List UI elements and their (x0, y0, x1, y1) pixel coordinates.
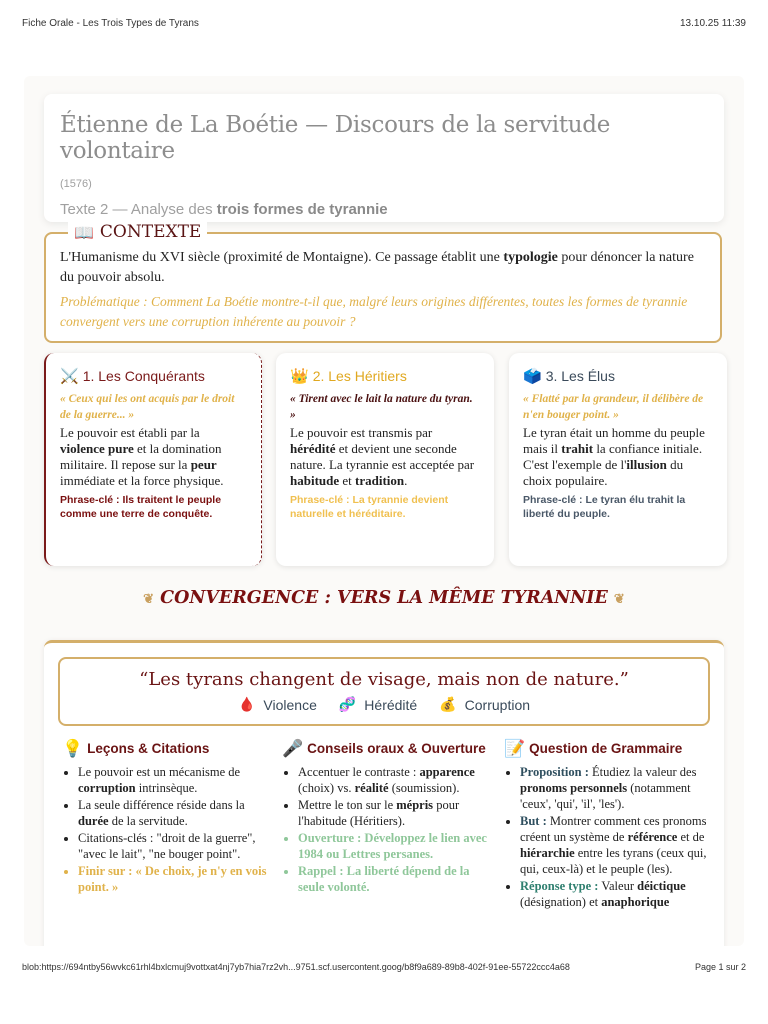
card-body (60, 425, 247, 489)
publication-date: (1576) (60, 178, 92, 190)
convergence-text: CONVERGENCE : VERS LA MÊME TYRANNIE (160, 588, 608, 608)
contexte-text-part: pour dénoncer la nature du pouvoir absolu. (60, 250, 694, 285)
item-part: Le pouvoir est un mécanisme de (78, 765, 241, 779)
column-list (62, 764, 272, 895)
item-emphasis: apparence (419, 765, 475, 779)
synthese-section (44, 640, 724, 946)
contexte-text (60, 248, 706, 288)
column-conseils (282, 739, 492, 896)
body-part: . (404, 473, 408, 488)
column-title-text: Conseils oraux & Ouverture (307, 741, 486, 756)
card-title (290, 367, 480, 385)
card-title-text: 1. Les Conquérants (82, 368, 205, 384)
body-part: immédiate et la force physique. (60, 473, 224, 488)
column-lecons (62, 739, 272, 896)
item-part: intrinsèque. (135, 781, 198, 795)
column-title (62, 739, 272, 758)
body-part: et la domination militaire. Il repose sur la (60, 441, 222, 472)
tag-label: Corruption (464, 696, 531, 713)
item-part: et de (677, 830, 705, 844)
synthese-quote-box (58, 657, 710, 726)
card-conquerants (44, 353, 262, 566)
list-item: • Citations-clés : "droit de la guerre", "avec le lait", "ne bouger point". (78, 830, 272, 862)
body-part: Le pouvoir est transmis par (290, 425, 433, 440)
light-bulb-icon: 💡 (62, 739, 84, 758)
item-part: Étudiez la valeur des (588, 765, 697, 779)
column-title-text: Leçons & Citations (87, 741, 210, 756)
column-title (504, 739, 714, 758)
card-quote: « Ceux qui les ont acquis par le droit de la guerre... » (60, 393, 235, 421)
list-item (520, 878, 714, 910)
list-item (520, 764, 714, 812)
body-emphasis: tradition (355, 473, 405, 488)
body-part: et (339, 473, 356, 488)
list-item (520, 813, 714, 877)
item-emphasis: déictique (637, 879, 686, 893)
blood-drop-icon: 🩸 (237, 696, 256, 712)
column-title-text: Question de Grammaire (529, 741, 683, 756)
tag-heredite (339, 696, 417, 713)
list-item (298, 797, 492, 829)
body-part: et devient une seconde nature. La tyrannie est acceptée par (290, 441, 475, 472)
leaf-ornament-icon: ❦ (613, 592, 625, 607)
print-footer (22, 962, 746, 976)
body-emphasis: hérédité (290, 441, 336, 456)
card-elus (509, 353, 727, 566)
card-title (523, 367, 713, 385)
card-body (523, 425, 713, 489)
item-part: (choix) vs. (298, 781, 355, 795)
print-footer-page: Page 1 sur 2 (694, 962, 746, 972)
tag-label: Violence (263, 696, 317, 713)
open-book-icon: 📖 (74, 222, 94, 242)
tag-corruption (439, 696, 530, 713)
item-part: Valeur (598, 879, 638, 893)
item-part: Accentuer le contraste : (298, 765, 420, 779)
card-key-phrase: Phrase-clé : Ils traitent le peuple comme une terre de conquête. (60, 494, 222, 520)
page-subtitle (60, 201, 708, 218)
item-emphasis: durée (78, 814, 109, 828)
body-emphasis: peur (190, 457, 217, 472)
item-label: But : (520, 814, 547, 828)
dna-icon: 🧬 (338, 696, 357, 712)
column-grammaire (504, 739, 714, 911)
list-item (78, 797, 272, 829)
item-part: (désignation) et (520, 895, 602, 909)
title-card (44, 94, 724, 222)
body-part: Le tyran était un homme du peuple mais il (523, 425, 705, 456)
item-part: (soumission). (388, 781, 460, 795)
body-emphasis: violence pure (60, 441, 134, 456)
contexte-label-text: CONTEXTE (99, 222, 202, 242)
tag-label: Hérédité (364, 696, 418, 713)
card-quote: « Flatté par la grandeur, il délibère de n'en bouger point. » (523, 393, 704, 421)
print-header (22, 18, 746, 32)
item-part: Montrer comment ces pronoms créent un système de (520, 814, 707, 844)
fiche-sheet (24, 76, 744, 946)
subtitle-prefix: Texte 2 — Analyse des (60, 201, 217, 218)
list-item (78, 764, 272, 796)
body-part: la confiance initiale. C'est l'exemple de l' (523, 441, 703, 472)
column-list (282, 764, 492, 895)
subtitle-emphasis: trois formes de tyrannie (216, 201, 388, 218)
microphone-icon: 🎤 (282, 739, 304, 758)
card-heritiers (276, 353, 494, 566)
item-part: Mettre le ton sur le (298, 798, 397, 812)
card-title-text: 3. Les Élus (545, 368, 615, 384)
contexte-label (68, 222, 207, 242)
crossed-swords-icon: ⚔️ (60, 368, 79, 385)
item-emphasis: référence (627, 830, 678, 844)
problematique-text: Problématique : Comment La Boétie montre-t-il que, malgré leurs origines différentes, toutes les formes de tyrannie convergent vers une corruption inhérente au pouvoir ? (60, 294, 688, 329)
item-part: pour l'habitude (Héritiers). (298, 798, 460, 828)
body-emphasis: trahit (561, 441, 594, 456)
item-emphasis: anaphorique (601, 895, 670, 909)
convergence-heading (24, 588, 744, 608)
crown-icon: 👑 (290, 368, 309, 385)
card-key-phrase: Phrase-clé : La tyrannie devient naturelle et héréditaire. (290, 494, 449, 520)
print-header-datetime: 13.10.25 11:39 (680, 18, 746, 29)
item-emphasis: mépris (396, 798, 434, 812)
list-item: • Ouverture : Développez le lien avec 1984 ou Lettres persanes. (298, 830, 492, 862)
contexte-text-emphasis: typologie (503, 250, 558, 265)
memo-icon: 📝 (504, 739, 526, 758)
contexte-text-part: L'Humanisme du XVI siècle (proximité de Montaigne). Ce passage établit une (60, 250, 504, 265)
item-part: La seule différence réside dans la (78, 798, 245, 812)
page-title: Étienne de La Boétie — Discours de la servitude volontaire (60, 112, 611, 164)
money-bag-icon: 💰 (439, 696, 457, 712)
list-item: • Rappel : La liberté dépend de la seule volonté. (298, 863, 492, 895)
column-list (504, 764, 714, 910)
body-emphasis: illusion (626, 457, 667, 472)
card-title-text: 2. Les Héritiers (312, 368, 407, 384)
print-footer-url: blob:https://694ntby56wvkc61rhl4bxlcmuj9vottxat4nj7yb7hia7rz2vh...9751.scf.usercontent.goog/b8f9a689-89b8-402f-91ee-55722ccc4a68 (22, 962, 570, 972)
item-label: Proposition : (520, 765, 589, 779)
item-part: (notamment 'ceux', 'qui', 'il', 'les'). (520, 781, 691, 811)
item-part: de la servitude. (108, 814, 188, 828)
synthese-quote: “Les tyrans changent de visage, mais non de nature.” (139, 669, 629, 690)
body-emphasis: habitude (290, 473, 340, 488)
item-emphasis: réalité (354, 781, 389, 795)
leaf-ornament-icon: ❦ (143, 592, 155, 607)
item-emphasis: corruption (78, 781, 136, 795)
column-title (282, 739, 492, 758)
card-title (60, 367, 247, 385)
card-body (290, 425, 480, 489)
body-part: du choix populaire. (523, 457, 684, 488)
item-emphasis: hiérarchie (520, 846, 575, 860)
list-item: • Finir sur : « De choix, je n'y en vois point. » (78, 863, 272, 895)
body-part: Le pouvoir est établi par la (60, 425, 200, 440)
item-label: Réponse type : (520, 879, 599, 893)
list-item (298, 764, 492, 796)
card-key-phrase: Phrase-clé : Le tyran élu trahit la liberté du peuple. (523, 494, 686, 520)
print-header-title: Fiche Orale - Les Trois Types de Tyrans (22, 18, 199, 29)
contexte-box (44, 222, 722, 343)
theme-tags (60, 696, 708, 713)
tag-violence (238, 696, 317, 713)
item-emphasis: pronoms personnels (520, 781, 628, 795)
item-part: entre les tyrans (ceux qui, qui, ceux-là) et le peuple (les). (520, 846, 707, 876)
card-quote: « Tirent avec le lait la nature du tyran. » (290, 393, 473, 421)
ballot-box-icon: 🗳️ (523, 368, 542, 385)
